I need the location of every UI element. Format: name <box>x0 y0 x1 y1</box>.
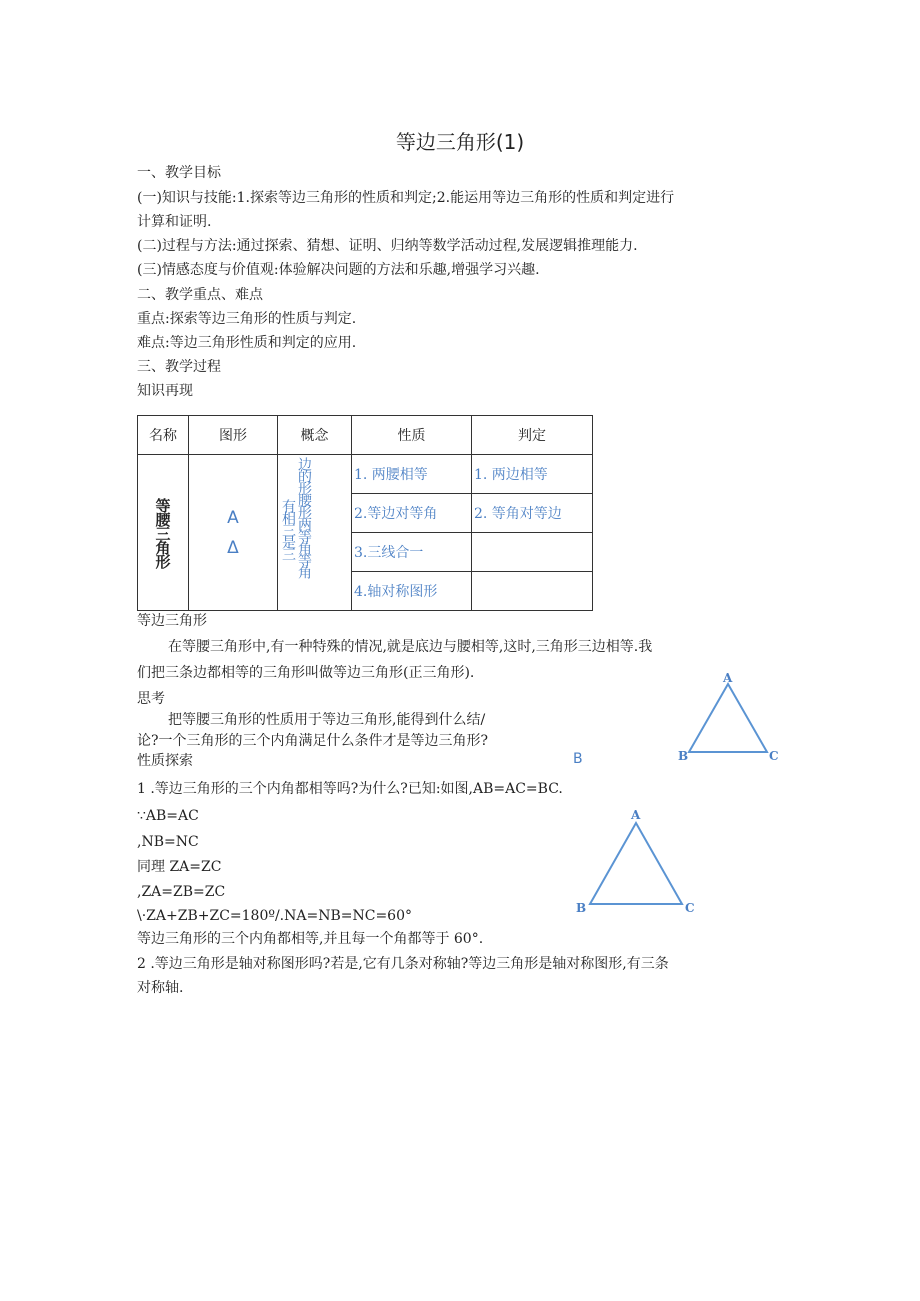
stray-label-b: B <box>573 751 583 767</box>
explore-heading: 性质探索 <box>137 753 193 769</box>
name-cell <box>138 455 189 611</box>
section-heading-keypoints: 二、教学重点、难点 <box>137 287 263 303</box>
figure-triangle-symbol: Δ <box>227 537 239 558</box>
triangle-2-vertex-a: A <box>631 808 641 822</box>
conclusion-1: 等边三角形的三个内角都相等,并且每一个角都等于 60°. <box>137 931 484 947</box>
knowledge-review-heading: 知识再现 <box>137 383 193 399</box>
property-3: 3.三线合一 <box>352 533 472 572</box>
page-title: 等边三角形(1) <box>395 130 525 154</box>
proof-step-3: 同理 ZA=ZC <box>137 859 222 875</box>
equilateral-triangle-figure-1 <box>670 668 790 768</box>
question-2-line1: 2 .等边三角形是轴对称图形吗?若是,它有几条对称轴?等边三角形是轴对称图形,有三条 <box>137 956 669 972</box>
header-name: 名称 <box>138 416 189 455</box>
proof-step-2: ,NB=NC <box>137 834 199 850</box>
think-heading: 思考 <box>137 691 165 707</box>
header-concept: 概念 <box>278 416 352 455</box>
triangle-1-vertex-b: B <box>678 749 689 763</box>
triangle-1-vertex-a: A <box>723 671 733 685</box>
property-2: 2.等边对等角 <box>352 494 472 533</box>
equilateral-triangle-figure-2 <box>565 803 705 918</box>
goal-knowledge-line1: (一)知识与技能:1.探索等边三角形的性质和判定;2.能运用等边三角形的性质和判定进行 <box>137 190 675 206</box>
equilateral-heading: 等边三角形 <box>137 613 207 629</box>
proof-step-4: ,ZA=ZB=ZC <box>137 884 226 900</box>
knowledge-table <box>137 415 593 611</box>
triangle-1-vertex-c: C <box>769 749 779 763</box>
concept-column-1: 有相三是三 <box>280 498 296 559</box>
proof-step-5: \·ZA+ZB+ZC=180º/.NA=NB=NC=60° <box>137 908 412 924</box>
triangle-2-vertex-c: C <box>685 901 695 915</box>
goal-process: (二)过程与方法:通过探索、猜想、证明、归纳等数学活动过程,发展逻辑推理能力. <box>137 238 638 254</box>
figure-label-a: A <box>227 507 239 528</box>
difficult-point: 难点:等边三角形性质和判定的应用. <box>137 335 357 351</box>
section-heading-process: 三、教学过程 <box>137 359 221 375</box>
property-4: 4.轴对称图形 <box>352 572 472 611</box>
think-line2: 论?一个三角形的三个内角满足什么条件才是等边三角形? <box>137 733 489 749</box>
concept-cell <box>278 455 352 611</box>
triangle-2-shape <box>590 823 682 904</box>
section-heading-goals: 一、教学目标 <box>137 165 221 181</box>
question-1: 1 .等边三角形的三个内角都相等吗?为什么?已知:如图,AB=AC=BC. <box>137 781 563 797</box>
triangle-1-shape <box>689 684 767 752</box>
definition-line2: 们把三条边都相等的三角形叫做等边三角形(正三角形). <box>137 665 475 681</box>
figure-cell <box>189 455 278 611</box>
header-criteria: 判定 <box>472 416 593 455</box>
criterion-3-empty <box>472 533 593 572</box>
criterion-2: 2. 等角对等边 <box>472 494 593 533</box>
goal-knowledge-line2: 计算和证明. <box>137 214 212 230</box>
criterion-4-empty <box>472 572 593 611</box>
question-2-line2: 对称轴. <box>137 980 184 996</box>
concept-column-2: 边的形腰形两等角等角 <box>296 456 312 577</box>
isosceles-name: 等腰三角形 <box>153 497 172 568</box>
concept-text <box>278 457 351 609</box>
goal-attitude: (三)情感态度与价值观:体验解决问题的方法和乐趣,增强学习兴趣. <box>137 262 540 278</box>
property-1: 1. 两腰相等 <box>352 455 472 494</box>
header-figure: 图形 <box>189 416 278 455</box>
triangle-2-vertex-b: B <box>576 901 587 915</box>
criterion-1: 1. 两边相等 <box>472 455 593 494</box>
key-point: 重点:探索等边三角形的性质与判定. <box>137 311 357 327</box>
header-properties: 性质 <box>352 416 472 455</box>
think-line1: 把等腰三角形的性质用于等边三角形,能得到什么结/ <box>168 712 486 728</box>
proof-step-1: ∵AB=AC <box>137 808 199 824</box>
definition-line1: 在等腰三角形中,有一种特殊的情况,就是底边与腰相等,这时,三角形三边相等.我 <box>168 639 653 655</box>
